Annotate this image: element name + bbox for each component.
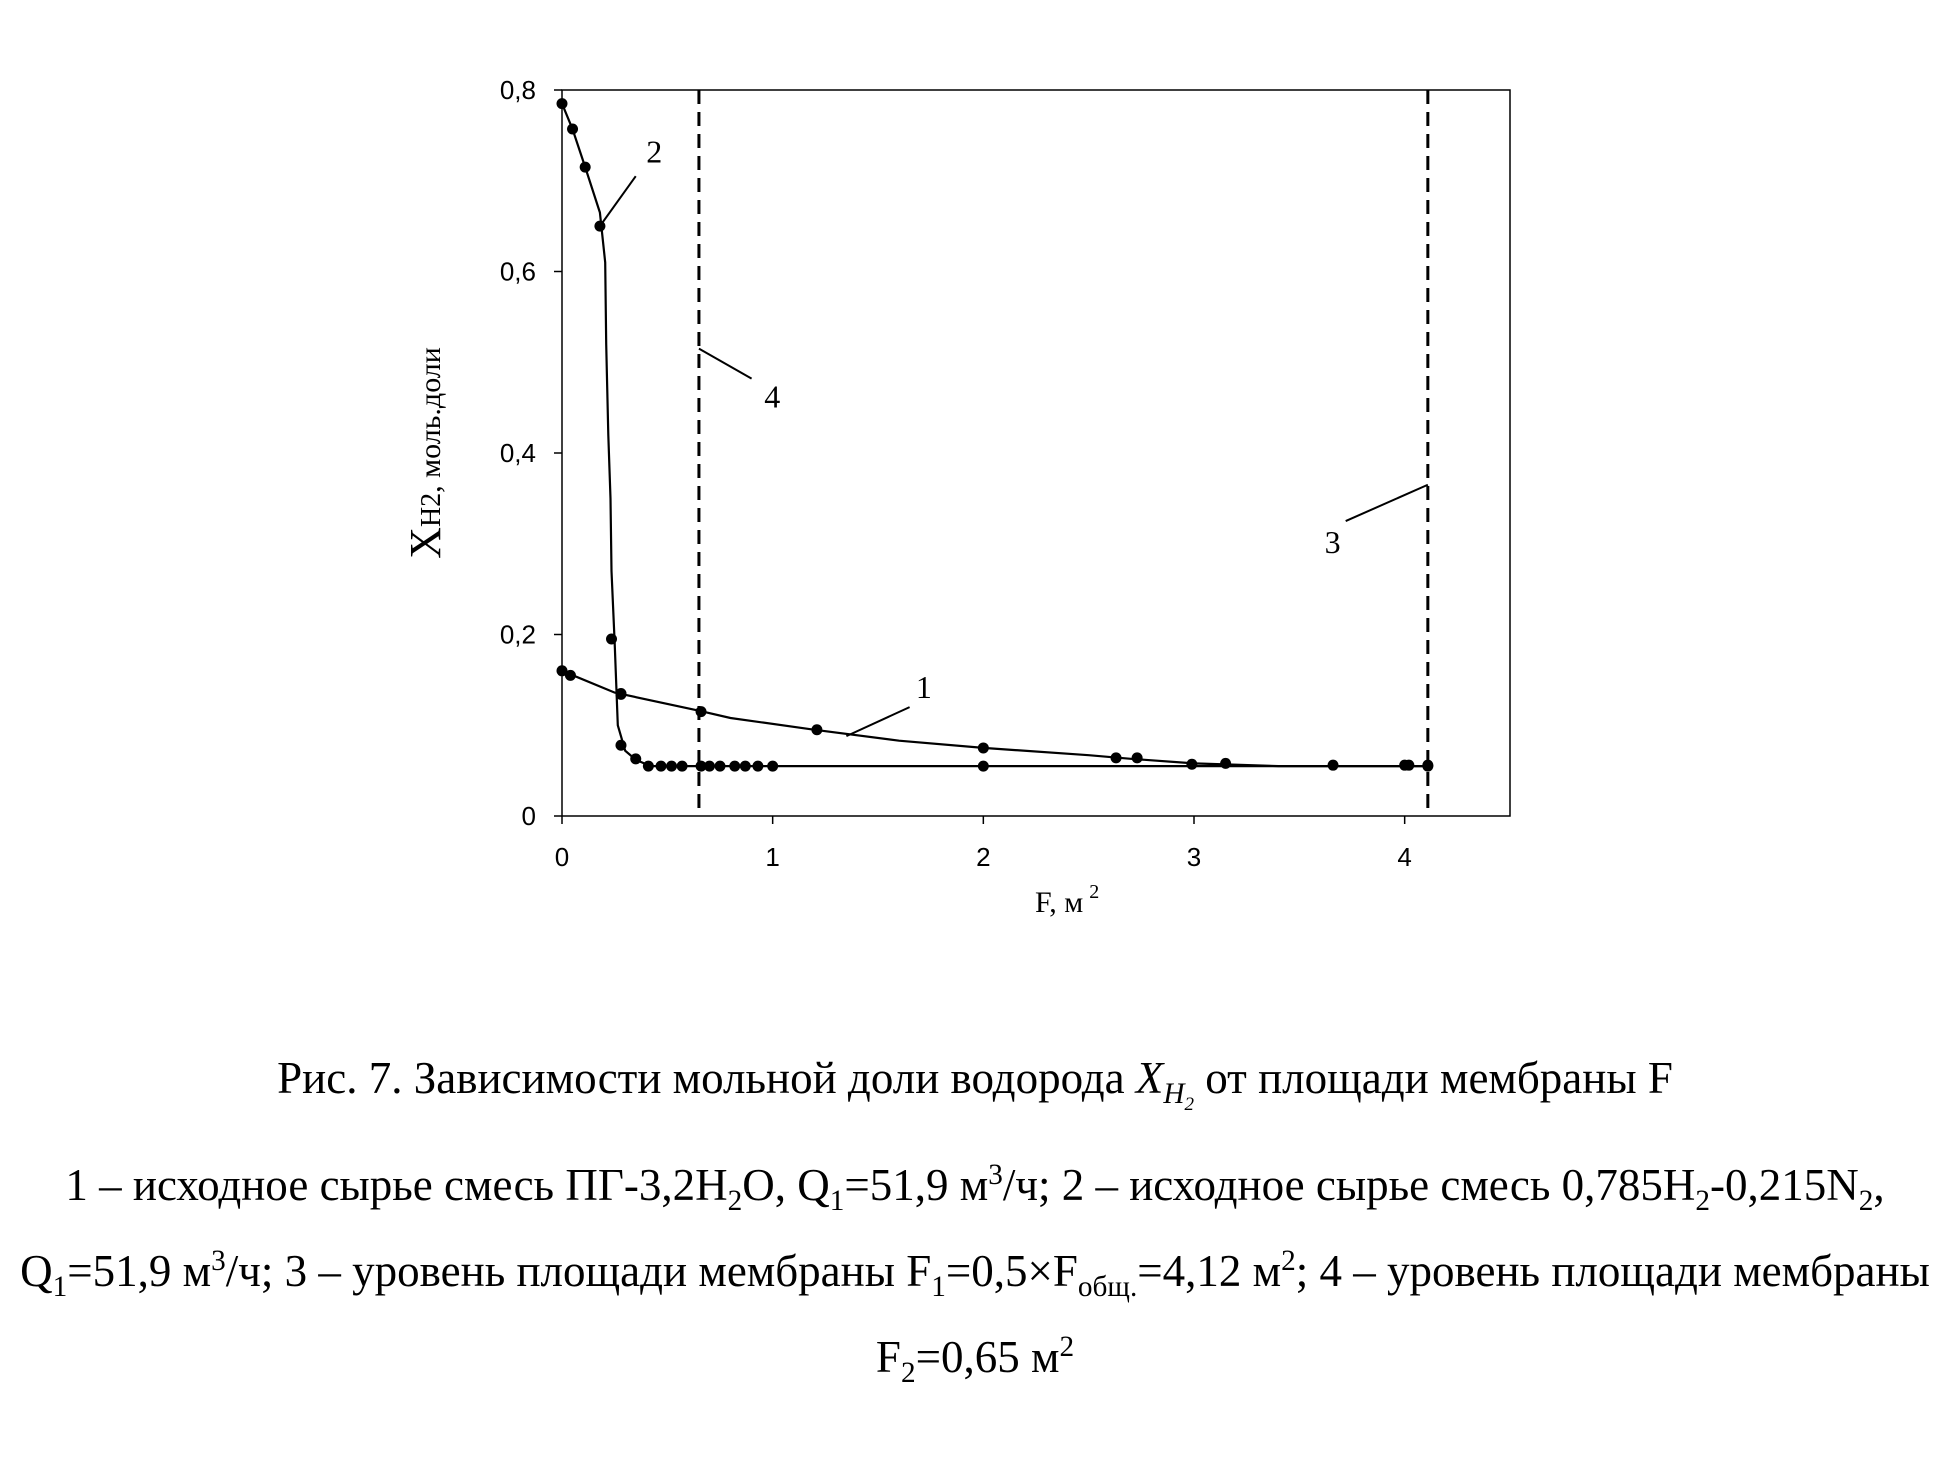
leader-line-2 xyxy=(600,176,636,226)
y-tick-label: 0,4 xyxy=(499,438,536,468)
series-1-point xyxy=(565,670,576,681)
caption-text: /ч; 3 – уровень площади мембраны F xyxy=(225,1246,932,1296)
caption-subscript: 2 xyxy=(900,1357,916,1389)
annotation-label-3: 3 xyxy=(1324,523,1341,560)
series-2-point xyxy=(656,761,667,772)
caption-superscript: 2 xyxy=(1059,1331,1075,1363)
series-2-point xyxy=(580,162,591,173)
caption-superscript: 3 xyxy=(988,1159,1003,1191)
caption-subscript: общ. xyxy=(1077,1271,1138,1303)
series-1-point xyxy=(1111,752,1122,763)
series-2-point xyxy=(606,634,617,645)
series-line-1 xyxy=(562,671,1426,766)
x-tick-label: 0 xyxy=(554,842,570,872)
caption-text: =0,65 м xyxy=(915,1332,1060,1382)
plot-area xyxy=(562,90,1510,816)
series-1-point xyxy=(978,742,989,753)
annotation-label-4: 4 xyxy=(764,378,781,415)
series-points xyxy=(557,98,1434,771)
series-1-point xyxy=(1132,752,1143,763)
x-axis-label-sup: 2 xyxy=(1089,881,1100,903)
series-2-point xyxy=(715,761,726,772)
caption-subscript: 1 xyxy=(931,1271,946,1303)
series-1-point xyxy=(1186,759,1197,770)
series-2-point xyxy=(1422,761,1433,772)
series-2-point xyxy=(615,740,626,751)
caption-text: -0,215N xyxy=(1710,1160,1859,1210)
series-line-2 xyxy=(562,104,1428,767)
caption-text: 1 – исходное сырье смесь ПГ-3,2H xyxy=(65,1160,728,1210)
x-tick-label: 2 xyxy=(976,842,991,872)
caption-text: =51,9 м xyxy=(67,1246,212,1296)
series-lines xyxy=(562,104,1428,767)
leader-line-4 xyxy=(699,349,752,379)
figure-caption-title xyxy=(0,1052,1950,1116)
y-axis-ticks xyxy=(500,75,562,831)
y-tick-label: 0,2 xyxy=(499,619,536,650)
series-2-point xyxy=(677,761,688,772)
caption-subscript: 1 xyxy=(829,1185,845,1217)
caption-text: =51,9 м xyxy=(844,1160,989,1210)
series-2-point xyxy=(752,761,763,772)
series-2-point xyxy=(704,761,715,772)
x-tick-label: 4 xyxy=(1397,842,1412,872)
series-1-point xyxy=(1220,758,1231,769)
caption-title-var: $X_{H_2}$ xyxy=(1135,1053,1195,1115)
caption-text: =4,12 м xyxy=(1137,1246,1282,1296)
x-axis-label xyxy=(1035,881,1099,919)
series-2-point xyxy=(767,761,778,772)
x-tick-label: 3 xyxy=(1186,842,1202,872)
y-tick-label: 0,8 xyxy=(499,75,536,105)
caption-subscript: 2 xyxy=(727,1185,743,1217)
caption-subscript: 1 xyxy=(52,1271,68,1303)
caption-subscript: 2 xyxy=(1858,1185,1874,1217)
series-1-point xyxy=(1403,760,1414,771)
series-2-point xyxy=(740,761,751,772)
series-1-point xyxy=(1328,760,1339,771)
series-2-point xyxy=(630,753,641,764)
annotation-label-2: 2 xyxy=(646,133,663,170)
series-2-point xyxy=(729,761,740,772)
leader-line-1 xyxy=(846,707,909,736)
caption-text: =0,5×F xyxy=(945,1246,1078,1296)
caption-text: /ч; 2 – исходное сырье смесь 0,785H xyxy=(1002,1160,1696,1210)
series-2-point xyxy=(567,124,578,135)
caption-text: , Q xyxy=(20,1160,1885,1296)
y-axis-label-rest: , моль.доли xyxy=(414,347,447,493)
x-axis-ticks xyxy=(555,816,1412,872)
y-tick-label: 0,6 xyxy=(499,256,536,287)
caption-text: ; 4 – уровень площади мембраны F xyxy=(875,1246,1930,1382)
series-2-point xyxy=(643,761,654,772)
y-axis-label-main: X xyxy=(401,527,450,559)
y-axis-label xyxy=(401,347,450,559)
caption-title-post: от площади мембраны F xyxy=(1194,1053,1673,1103)
caption-subscript: 2 xyxy=(1695,1185,1711,1217)
x-axis-label-main: F, м xyxy=(1035,886,1084,919)
series-2-point xyxy=(666,761,677,772)
series-1-point xyxy=(696,706,707,717)
annotation-leaders xyxy=(600,134,1428,737)
caption-text: O, Q xyxy=(742,1160,830,1210)
y-axis-label-sub: H2 xyxy=(416,492,447,528)
series-1-point xyxy=(811,724,822,735)
caption-superscript: 2 xyxy=(1281,1245,1296,1277)
x-tick-label: 1 xyxy=(765,842,780,872)
figure-caption-legend xyxy=(0,1145,1950,1403)
caption-superscript: 3 xyxy=(211,1245,226,1277)
leader-line-3 xyxy=(1346,485,1428,521)
series-2-point xyxy=(978,761,989,772)
annotation-label-1: 1 xyxy=(915,669,932,706)
caption-title-pre: Рис. 7. Зависимости мольной доли водорода xyxy=(277,1053,1136,1103)
reference-lines xyxy=(699,90,1428,816)
series-2-point xyxy=(557,98,568,109)
series-2-point xyxy=(615,688,626,699)
y-tick-label: 0 xyxy=(521,801,536,831)
